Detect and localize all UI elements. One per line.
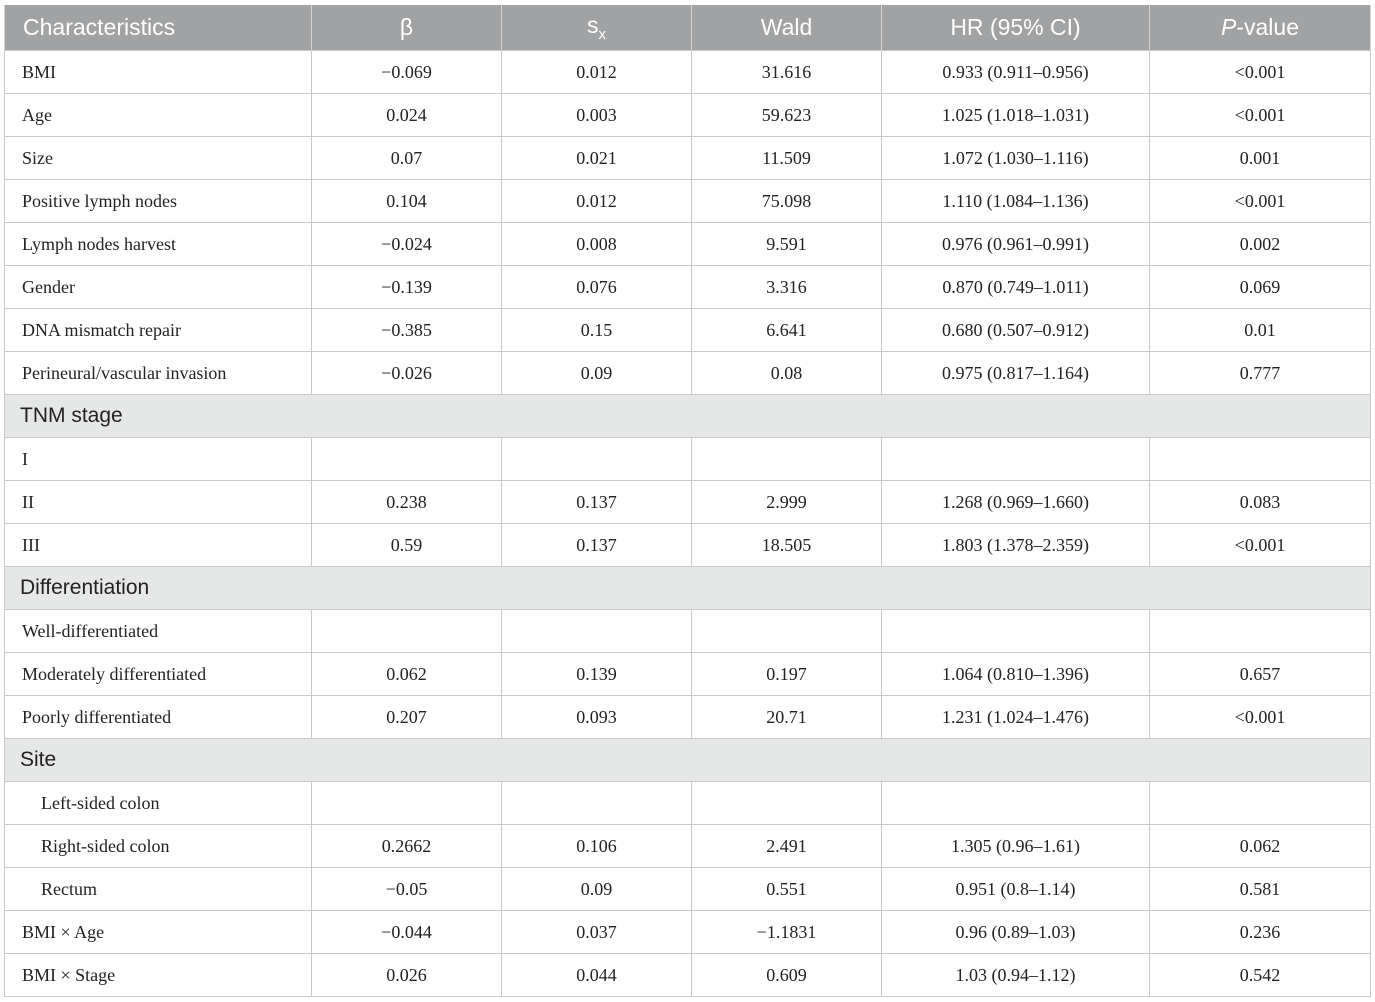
- cell-hr-ci: [882, 438, 1150, 481]
- cell-p-value: 0.581: [1150, 868, 1371, 911]
- header-beta: β: [312, 5, 502, 51]
- regression-table-container: [4, 5, 1370, 997]
- cell-p-value: 0.542: [1150, 954, 1371, 997]
- cell-beta: [312, 782, 502, 825]
- cell-wald: [692, 782, 882, 825]
- table-row: [5, 868, 1371, 911]
- cell-sx: 0.037: [502, 911, 692, 954]
- cell-p-value: 0.002: [1150, 223, 1371, 266]
- cell-sx: 0.09: [502, 868, 692, 911]
- cell-characteristic: Size: [5, 137, 312, 180]
- cell-characteristic: Age: [5, 94, 312, 137]
- table-row: [5, 954, 1371, 997]
- section-header-row: [5, 395, 1371, 438]
- cell-hr-ci: 0.975 (0.817–1.164): [882, 352, 1150, 395]
- cell-hr-ci: 0.870 (0.749–1.011): [882, 266, 1150, 309]
- cell-sx: 0.15: [502, 309, 692, 352]
- cell-p-value: [1150, 438, 1371, 481]
- section-title: TNM stage: [5, 395, 1371, 438]
- table-header-row: [5, 5, 1371, 51]
- cell-sx: 0.012: [502, 51, 692, 94]
- cell-wald: 75.098: [692, 180, 882, 223]
- cell-characteristic: I: [5, 438, 312, 481]
- table-row: [5, 696, 1371, 739]
- cell-sx: 0.137: [502, 524, 692, 567]
- cell-p-value: <0.001: [1150, 94, 1371, 137]
- table-row: [5, 180, 1371, 223]
- table-row: [5, 524, 1371, 567]
- cell-beta: −0.044: [312, 911, 502, 954]
- table-row: [5, 653, 1371, 696]
- cell-beta: −0.05: [312, 868, 502, 911]
- cell-beta: 0.2662: [312, 825, 502, 868]
- cell-hr-ci: 1.072 (1.030–1.116): [882, 137, 1150, 180]
- cell-wald: 0.197: [692, 653, 882, 696]
- cell-hr-ci: 0.96 (0.89–1.03): [882, 911, 1150, 954]
- cell-sx: 0.137: [502, 481, 692, 524]
- cell-wald: 2.491: [692, 825, 882, 868]
- header-sx: [502, 5, 692, 51]
- table-row: [5, 352, 1371, 395]
- cell-wald: 0.609: [692, 954, 882, 997]
- cell-hr-ci: 0.680 (0.507–0.912): [882, 309, 1150, 352]
- cell-hr-ci: 0.951 (0.8–1.14): [882, 868, 1150, 911]
- cell-beta: [312, 438, 502, 481]
- cell-hr-ci: [882, 782, 1150, 825]
- cell-sx: 0.003: [502, 94, 692, 137]
- cell-characteristic: II: [5, 481, 312, 524]
- table-row: [5, 610, 1371, 653]
- cell-hr-ci: 1.803 (1.378–2.359): [882, 524, 1150, 567]
- cell-beta: −0.139: [312, 266, 502, 309]
- cell-beta: 0.59: [312, 524, 502, 567]
- cell-hr-ci: 1.231 (1.024–1.476): [882, 696, 1150, 739]
- cell-p-value: <0.001: [1150, 51, 1371, 94]
- cox-regression-table: [4, 5, 1371, 997]
- cell-wald: [692, 438, 882, 481]
- cell-beta: [312, 610, 502, 653]
- cell-sx: 0.012: [502, 180, 692, 223]
- cell-sx: 0.076: [502, 266, 692, 309]
- header-p-value: [1150, 5, 1371, 51]
- cell-sx: [502, 610, 692, 653]
- table-row: [5, 51, 1371, 94]
- cell-characteristic: Left-sided colon: [5, 782, 312, 825]
- cell-beta: −0.385: [312, 309, 502, 352]
- cell-p-value: 0.069: [1150, 266, 1371, 309]
- header-p-italic: P: [1221, 14, 1237, 40]
- section-title: Site: [5, 739, 1371, 782]
- cell-characteristic: Positive lymph nodes: [5, 180, 312, 223]
- table-body: [5, 51, 1371, 997]
- cell-characteristic: III: [5, 524, 312, 567]
- cell-characteristic: Gender: [5, 266, 312, 309]
- cell-sx: 0.021: [502, 137, 692, 180]
- section-header-row: [5, 739, 1371, 782]
- cell-hr-ci: [882, 610, 1150, 653]
- header-sx-base: s: [587, 12, 599, 38]
- table-row: [5, 223, 1371, 266]
- cell-wald: 59.623: [692, 94, 882, 137]
- cell-characteristic: BMI: [5, 51, 312, 94]
- cell-wald: 6.641: [692, 309, 882, 352]
- cell-characteristic: Rectum: [5, 868, 312, 911]
- cell-p-value: <0.001: [1150, 696, 1371, 739]
- cell-sx: 0.093: [502, 696, 692, 739]
- cell-wald: 20.71: [692, 696, 882, 739]
- cell-hr-ci: 1.305 (0.96–1.61): [882, 825, 1150, 868]
- section-header-row: [5, 567, 1371, 610]
- cell-hr-ci: 1.025 (1.018–1.031): [882, 94, 1150, 137]
- cell-beta: −0.024: [312, 223, 502, 266]
- cell-p-value: [1150, 782, 1371, 825]
- cell-beta: −0.026: [312, 352, 502, 395]
- cell-sx: [502, 438, 692, 481]
- cell-p-value: 0.657: [1150, 653, 1371, 696]
- cell-beta: 0.026: [312, 954, 502, 997]
- cell-p-value: 0.001: [1150, 137, 1371, 180]
- cell-p-value: <0.001: [1150, 524, 1371, 567]
- cell-beta: 0.238: [312, 481, 502, 524]
- cell-beta: 0.104: [312, 180, 502, 223]
- cell-characteristic: BMI × Stage: [5, 954, 312, 997]
- table-row: [5, 266, 1371, 309]
- cell-p-value: 0.236: [1150, 911, 1371, 954]
- cell-p-value: 0.062: [1150, 825, 1371, 868]
- cell-characteristic: BMI × Age: [5, 911, 312, 954]
- cell-characteristic: Poorly differentiated: [5, 696, 312, 739]
- section-title: Differentiation: [5, 567, 1371, 610]
- cell-hr-ci: 1.064 (0.810–1.396): [882, 653, 1150, 696]
- cell-wald: 31.616: [692, 51, 882, 94]
- cell-beta: 0.207: [312, 696, 502, 739]
- cell-wald: [692, 610, 882, 653]
- header-hr: HR (95% CI): [882, 5, 1150, 51]
- table-row: [5, 137, 1371, 180]
- cell-p-value: [1150, 610, 1371, 653]
- cell-beta: 0.07: [312, 137, 502, 180]
- cell-sx: 0.106: [502, 825, 692, 868]
- cell-characteristic: DNA mismatch repair: [5, 309, 312, 352]
- cell-hr-ci: 1.03 (0.94–1.12): [882, 954, 1150, 997]
- table-row: [5, 825, 1371, 868]
- cell-beta: 0.024: [312, 94, 502, 137]
- cell-hr-ci: 0.976 (0.961–0.991): [882, 223, 1150, 266]
- cell-wald: 9.591: [692, 223, 882, 266]
- cell-p-value: 0.777: [1150, 352, 1371, 395]
- cell-sx: 0.044: [502, 954, 692, 997]
- cell-wald: 11.509: [692, 137, 882, 180]
- header-sx-subscript: x: [598, 26, 606, 43]
- table-row: [5, 94, 1371, 137]
- cell-characteristic: Perineural/vascular invasion: [5, 352, 312, 395]
- cell-characteristic: Right-sided colon: [5, 825, 312, 868]
- cell-wald: 2.999: [692, 481, 882, 524]
- cell-beta: −0.069: [312, 51, 502, 94]
- cell-characteristic: Well-differentiated: [5, 610, 312, 653]
- cell-sx: 0.09: [502, 352, 692, 395]
- cell-hr-ci: 0.933 (0.911–0.956): [882, 51, 1150, 94]
- cell-sx: 0.139: [502, 653, 692, 696]
- cell-wald: 0.08: [692, 352, 882, 395]
- cell-wald: 18.505: [692, 524, 882, 567]
- cell-p-value: <0.001: [1150, 180, 1371, 223]
- cell-characteristic: Moderately differentiated: [5, 653, 312, 696]
- cell-sx: [502, 782, 692, 825]
- header-characteristics: Characteristics: [5, 5, 312, 51]
- cell-beta: 0.062: [312, 653, 502, 696]
- cell-p-value: 0.01: [1150, 309, 1371, 352]
- cell-characteristic: Lymph nodes harvest: [5, 223, 312, 266]
- cell-p-value: 0.083: [1150, 481, 1371, 524]
- header-p-rest: -value: [1236, 14, 1299, 40]
- cell-wald: 3.316: [692, 266, 882, 309]
- cell-sx: 0.008: [502, 223, 692, 266]
- cell-wald: −1.1831: [692, 911, 882, 954]
- table-row: [5, 481, 1371, 524]
- cell-wald: 0.551: [692, 868, 882, 911]
- table-row: [5, 782, 1371, 825]
- header-wald: Wald: [692, 5, 882, 51]
- table-row: [5, 309, 1371, 352]
- table-row: [5, 911, 1371, 954]
- cell-hr-ci: 1.268 (0.969–1.660): [882, 481, 1150, 524]
- cell-hr-ci: 1.110 (1.084–1.136): [882, 180, 1150, 223]
- table-row: [5, 438, 1371, 481]
